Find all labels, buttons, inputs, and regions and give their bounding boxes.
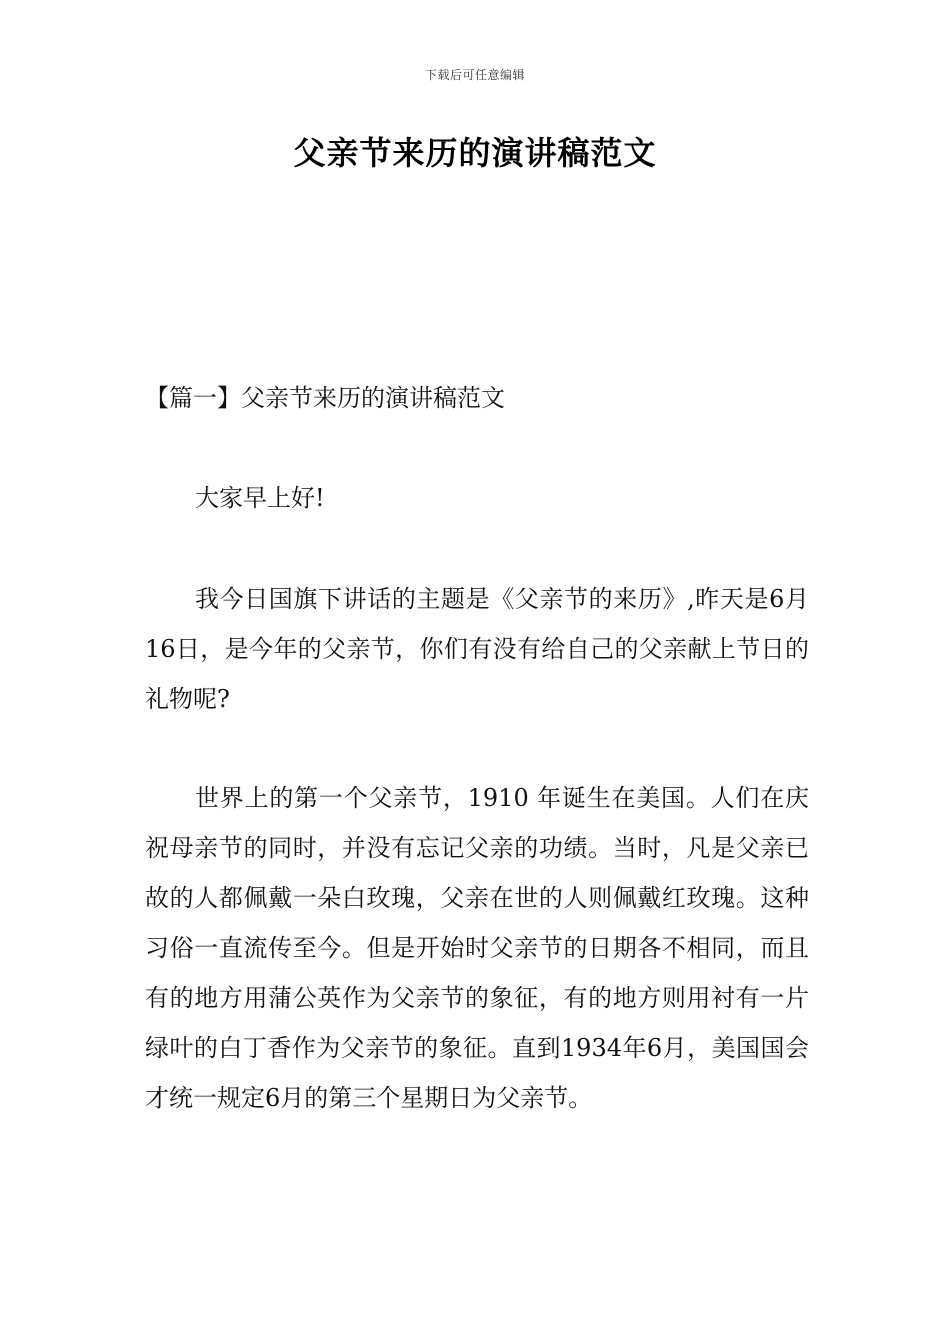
greeting-paragraph: 大家早上好! [195,484,325,512]
body-paragraph: 世界上的第一个父亲节，1910 年诞生在美国。人们在庆祝母亲节的同时，并没有忘记父亲的功绩。当时，凡是父亲已故的人都佩戴一朵白玫瑰，父亲在世的人则佩戴红玫瑰。这种习俗一直流传至今。但是开始时父亲节的日期各不相同，而且有的地方用蒲公英作为父亲节的象征，有的地方则用衬有一片绿叶的白丁香作为父亲节的象征。直到1934年6月，美国国会才统一规定6月的第三个星期日为父亲节。 [145,784,809,1112]
header-note: 下载后可任意编辑 [424,68,525,82]
document-title: 父亲节来历的演讲稿范文 [293,134,657,172]
section-heading: 【篇一】父亲节来历的演讲稿范文 [145,384,505,412]
body-paragraph: 我今日国旗下讲话的主题是《父亲节的来历》,昨天是6月16日，是今年的父亲节，你们有没有给自己的父亲献上节日的礼物呢? [145,585,809,713]
